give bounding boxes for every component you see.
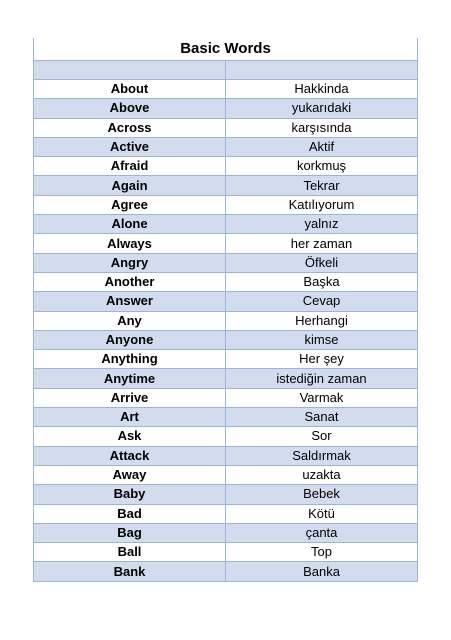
english-word-cell: Across: [34, 118, 226, 137]
english-word-cell: Attack: [34, 446, 226, 465]
turkish-word-cell: Hakkinda: [226, 80, 418, 99]
english-word-cell: About: [34, 80, 226, 99]
english-word-cell: Art: [34, 408, 226, 427]
english-word-cell: Ask: [34, 427, 226, 446]
table-row: [34, 99, 418, 118]
english-word-cell: Another: [34, 272, 226, 291]
english-word-cell: Baby: [34, 485, 226, 504]
turkish-word-cell: Öfkeli: [226, 253, 418, 272]
table-row: [34, 330, 418, 349]
english-word-cell: Away: [34, 465, 226, 484]
table-row: [34, 137, 418, 156]
table-row: [34, 157, 418, 176]
table-row: [34, 350, 418, 369]
table-row: [34, 176, 418, 195]
title-row: [34, 38, 418, 61]
table-row: [34, 485, 418, 504]
vocabulary-table: [33, 38, 418, 582]
english-word-cell: Active: [34, 137, 226, 156]
turkish-word-cell: Başka: [226, 272, 418, 291]
table-row: [34, 465, 418, 484]
turkish-word-cell: Sanat: [226, 408, 418, 427]
table-row: [34, 388, 418, 407]
english-word-cell: Arrive: [34, 388, 226, 407]
turkish-word-cell: her zaman: [226, 234, 418, 253]
table-row: [34, 311, 418, 330]
turkish-word-cell: yukarıdaki: [226, 99, 418, 118]
english-word-cell: Always: [34, 234, 226, 253]
turkish-word-cell: Top: [226, 543, 418, 562]
turkish-word-cell: uzakta: [226, 465, 418, 484]
turkish-word-cell: korkmuş: [226, 157, 418, 176]
table-row: [34, 234, 418, 253]
table-row: [34, 446, 418, 465]
table-row: [34, 369, 418, 388]
turkish-word-cell: Kötü: [226, 504, 418, 523]
turkish-word-cell: Katılıyorum: [226, 195, 418, 214]
table-row: [34, 562, 418, 581]
english-word-cell: Any: [34, 311, 226, 330]
turkish-word-cell: karşısında: [226, 118, 418, 137]
turkish-word-cell: Saldırmak: [226, 446, 418, 465]
blank-header-cell-turkish: [226, 61, 418, 80]
turkish-word-cell: Aktif: [226, 137, 418, 156]
turkish-word-cell: Cevap: [226, 292, 418, 311]
english-word-cell: Answer: [34, 292, 226, 311]
blank-header-cell-english: [34, 61, 226, 80]
turkish-word-cell: Bebek: [226, 485, 418, 504]
english-word-cell: Anyone: [34, 330, 226, 349]
turkish-word-cell: Herhangi: [226, 311, 418, 330]
blank-header-row: [34, 61, 418, 80]
table-row: [34, 215, 418, 234]
turkish-word-cell: Varmak: [226, 388, 418, 407]
table-row: [34, 408, 418, 427]
english-word-cell: Anything: [34, 350, 226, 369]
table-row: [34, 504, 418, 523]
table-row: [34, 427, 418, 446]
table-title: Basic Words: [34, 38, 418, 61]
english-word-cell: Bag: [34, 523, 226, 542]
table-row: [34, 195, 418, 214]
vocabulary-table-body: [34, 38, 418, 581]
turkish-word-cell: Sor: [226, 427, 418, 446]
turkish-word-cell: yalnız: [226, 215, 418, 234]
english-word-cell: Anytime: [34, 369, 226, 388]
turkish-word-cell: istediğin zaman: [226, 369, 418, 388]
english-word-cell: Above: [34, 99, 226, 118]
table-row: [34, 118, 418, 137]
turkish-word-cell: Her şey: [226, 350, 418, 369]
turkish-word-cell: çanta: [226, 523, 418, 542]
table-row: [34, 523, 418, 542]
english-word-cell: Again: [34, 176, 226, 195]
turkish-word-cell: Tekrar: [226, 176, 418, 195]
table-row: [34, 80, 418, 99]
english-word-cell: Bank: [34, 562, 226, 581]
table-row: [34, 272, 418, 291]
english-word-cell: Alone: [34, 215, 226, 234]
turkish-word-cell: kimse: [226, 330, 418, 349]
table-row: [34, 253, 418, 272]
english-word-cell: Agree: [34, 195, 226, 214]
table-row: [34, 543, 418, 562]
english-word-cell: Angry: [34, 253, 226, 272]
english-word-cell: Ball: [34, 543, 226, 562]
turkish-word-cell: Banka: [226, 562, 418, 581]
table-row: [34, 292, 418, 311]
english-word-cell: Afraid: [34, 157, 226, 176]
english-word-cell: Bad: [34, 504, 226, 523]
